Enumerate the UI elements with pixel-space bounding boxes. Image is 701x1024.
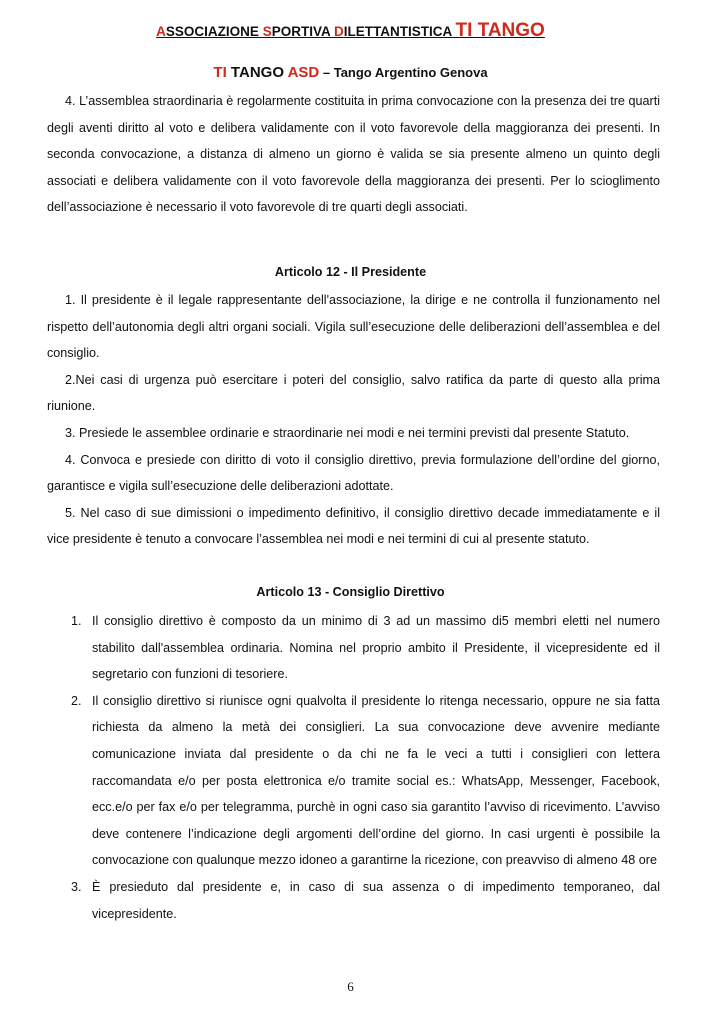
title-word-part: SSOCIAZIONE bbox=[165, 24, 263, 39]
list-item-number: 3. bbox=[71, 879, 82, 894]
title-word-part: PORTIVA bbox=[271, 24, 334, 39]
list-item-text: Il consiglio direttivo si riunisce ogni qualvolta il presidente lo ritenga necessario, oppure ne sia fatta richiesta da almeno la metà dei consiglieri. La sua convocazione deve avvenire mediante comunicazione inviata dal presidente o da chi ne fa le veci a tutti i consiglieri con lettera raccomandata e/o per posta elettronica e/o tramite social es.: WhatsApp, Messenger, Facebook, ecc.e/o per fax e/o per telegramma, purchè in ogni caso sia garantito l’avviso di ricevimento. L’avviso deve contenere l’indicazione degli argomenti dell’ordine del giorno. In casi urgenti è possibile la convocazione con qualunque mezzo idoneo a garantirne la ricezione, con preavviso di almeno 48 ore bbox=[92, 693, 660, 868]
list-item bbox=[47, 874, 660, 927]
article-12-paragraph: 4. Convoca e presiede con diritto di voto il consiglio direttivo, previa formulazione dell’ordine del giorno, garantisce e vigila sull’esecuzione delle deliberazioni adottate. bbox=[47, 452, 660, 494]
association-title-words bbox=[156, 24, 455, 39]
association-header bbox=[0, 20, 701, 42]
title-initial-letter: A bbox=[156, 24, 166, 39]
article-12-paragraph: 2.Nei casi di urgenza può esercitare i poteri del consiglio, salvo ratifica da parte di questo alla prima riunione. bbox=[47, 372, 660, 414]
article-13-list bbox=[47, 608, 660, 927]
title-word-part: ILETTANTISTICA bbox=[343, 24, 456, 39]
list-item bbox=[47, 608, 660, 688]
list-item-text: Il consiglio direttivo è composto da un minimo di 3 ad un massimo di5 membri eletti nel numero stabilito dall'assemblea ordinaria. Nomina nel proprio ambito il Presidente, il vicepresidente ed il segretario con funzioni di tesoriere. bbox=[92, 614, 660, 682]
intro-paragraph: 4. L’assemblea straordinaria è regolarmente costituita in prima convocazione con la presenza dei tre quarti degli aventi diritto al voto e delibera validamente con il voto favorevole della maggioranza dei presenti. In seconda convocazione, a distanza di almeno un giorno è valida se sia presente almeno un quinto degli associati e delibera validamente con il voto favorevole della maggioranza dei presenti. Per lo scioglimento dell’associazione è necessario il voto favorevole di tre quarti degli associati. bbox=[47, 94, 660, 215]
list-item-number: 2. bbox=[71, 693, 82, 708]
article-12-paragraph: 3. Presiede le assemblee ordinarie e straordinarie nei modi e nei termini previsti dal presente Statuto. bbox=[65, 425, 630, 440]
article-12-title: Articolo 12 - Il Presidente bbox=[274, 265, 427, 279]
article-13-title: Articolo 13 - Consiglio Direttivo bbox=[256, 585, 445, 599]
subtitle-tango: TANGO bbox=[226, 64, 288, 81]
subtitle-asd: ASD bbox=[287, 64, 320, 81]
subtitle-ti: TI bbox=[213, 64, 227, 81]
intro-section bbox=[47, 88, 660, 221]
title-initial-letter: D bbox=[333, 24, 344, 39]
article-12-paragraph: 5. Nel caso di sue dimissioni o impedimento definitivo, il consiglio direttivo decade immediatamente e il vice presidente è tenuto a convocare l’assemblea nei modi e nei termini di cui al presente statuto. bbox=[47, 505, 660, 547]
list-item-number: 1. bbox=[71, 614, 82, 628]
association-name: TI TANGO bbox=[455, 20, 545, 41]
list-item-text: È presieduto dal presidente e, in caso di sua assenza o di impedimento temporaneo, dal vicepresidente. bbox=[92, 879, 660, 921]
article-12-paragraph: 1. Il presidente è il legale rappresentante dell'associazione, la dirige e ne controlla il funzionamento nel rispetto dell’autonomia degli altri organi sociali. Vigila sull’esecuzione delle deliberazioni dell’assemblea e del consiglio. bbox=[47, 293, 660, 361]
title-initial-letter: S bbox=[262, 24, 272, 39]
article-12-body bbox=[47, 287, 660, 553]
list-item bbox=[47, 688, 660, 874]
association-title bbox=[156, 20, 545, 41]
document-subtitle bbox=[0, 64, 701, 81]
page-number: 6 bbox=[347, 979, 354, 994]
subtitle-rest: – Tango Argentino Genova bbox=[319, 65, 488, 80]
